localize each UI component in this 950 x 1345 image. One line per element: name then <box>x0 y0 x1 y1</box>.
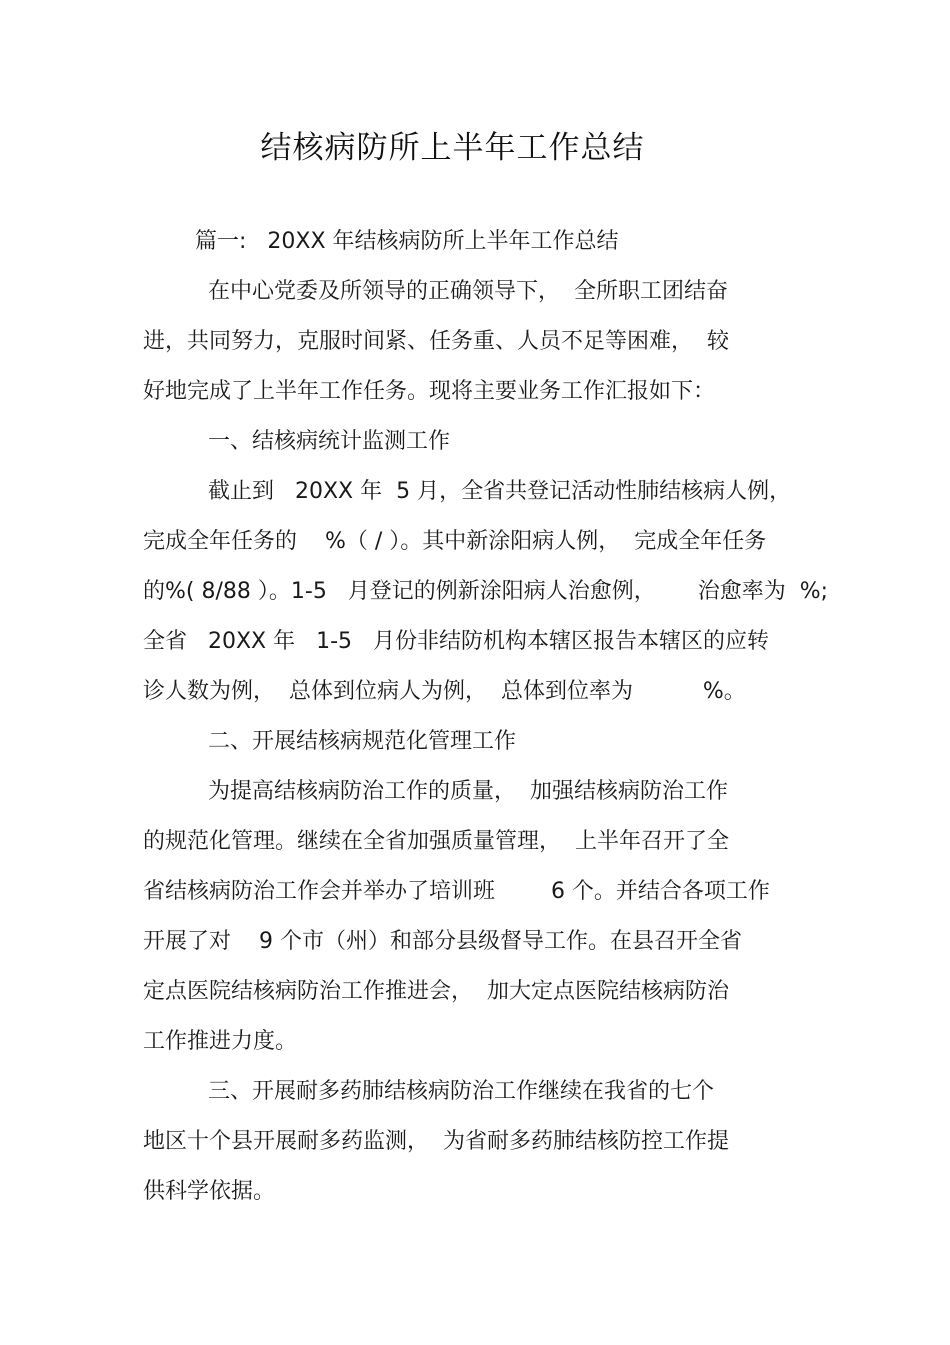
paragraph-line: 供科学依据。 <box>143 1179 276 1204</box>
paragraph-line: 为提高结核病防治工作的质量， 加强结核病防治工作 <box>208 779 728 804</box>
paragraph-line: 好地完成了上半年工作任务。现将主要业务工作汇报如下： <box>143 379 716 404</box>
paragraph-line: 进，共同努力，克服时间紧、任务重、人员不足等困难， 较 <box>143 329 729 354</box>
section-heading-3: 三、开展耐多药肺结核病防治工作继续在我省的七个 <box>208 1079 715 1104</box>
section-heading-2: 二、开展结核病规范化管理工作 <box>208 729 517 754</box>
paragraph-line: 工作推进力度。 <box>143 1029 298 1054</box>
section-heading-1: 一、结核病统计监测工作 <box>208 429 451 454</box>
paragraph-line: 定点医院结核病防治工作推进会， 加大定点医院结核病防治 <box>143 979 729 1004</box>
page-title: 结核病防所上半年工作总结 <box>260 130 645 166</box>
paragraph-line: 地区十个县开展耐多药监测， 为省耐多药肺结核防控工作提 <box>143 1129 729 1154</box>
paragraph-line: 省结核病防治工作会并举办了培训班 6 个。并结合各项工作 <box>143 879 770 904</box>
paragraph-line: 诊人数为例， 总体到位病人为例， 总体到位率为 %。 <box>143 679 746 704</box>
paragraph-line: 截止到 20XX 年 5 月，全省共登记活动性肺结核病人例， <box>208 479 792 504</box>
paragraph-line: 完成全年任务的 %（ / ）。其中新涂阳病人例， 完成全年任务 <box>143 529 767 554</box>
paragraph-line: 的规范化管理。继续在全省加强质量管理， 上半年召开了全 <box>143 829 729 854</box>
paragraph-line: 在中心党委及所领导的正确领导下， 全所职工团结奋 <box>208 279 728 304</box>
paragraph-line: 全省 20XX 年 1-5 月份非结防机构本辖区报告本辖区的应转 <box>143 629 770 654</box>
paragraph-line: 开展了对 9 个市（州）和部分县级督导工作。在县召开全省 <box>143 929 742 954</box>
section-heading-part-one: 篇一: 20XX 年结核病防所上半年工作总结 <box>195 229 619 254</box>
paragraph-line: 的%( 8/88 ）。1-5 月登记的例新涂阳病人治愈例， 治愈率为 %; <box>143 579 829 604</box>
